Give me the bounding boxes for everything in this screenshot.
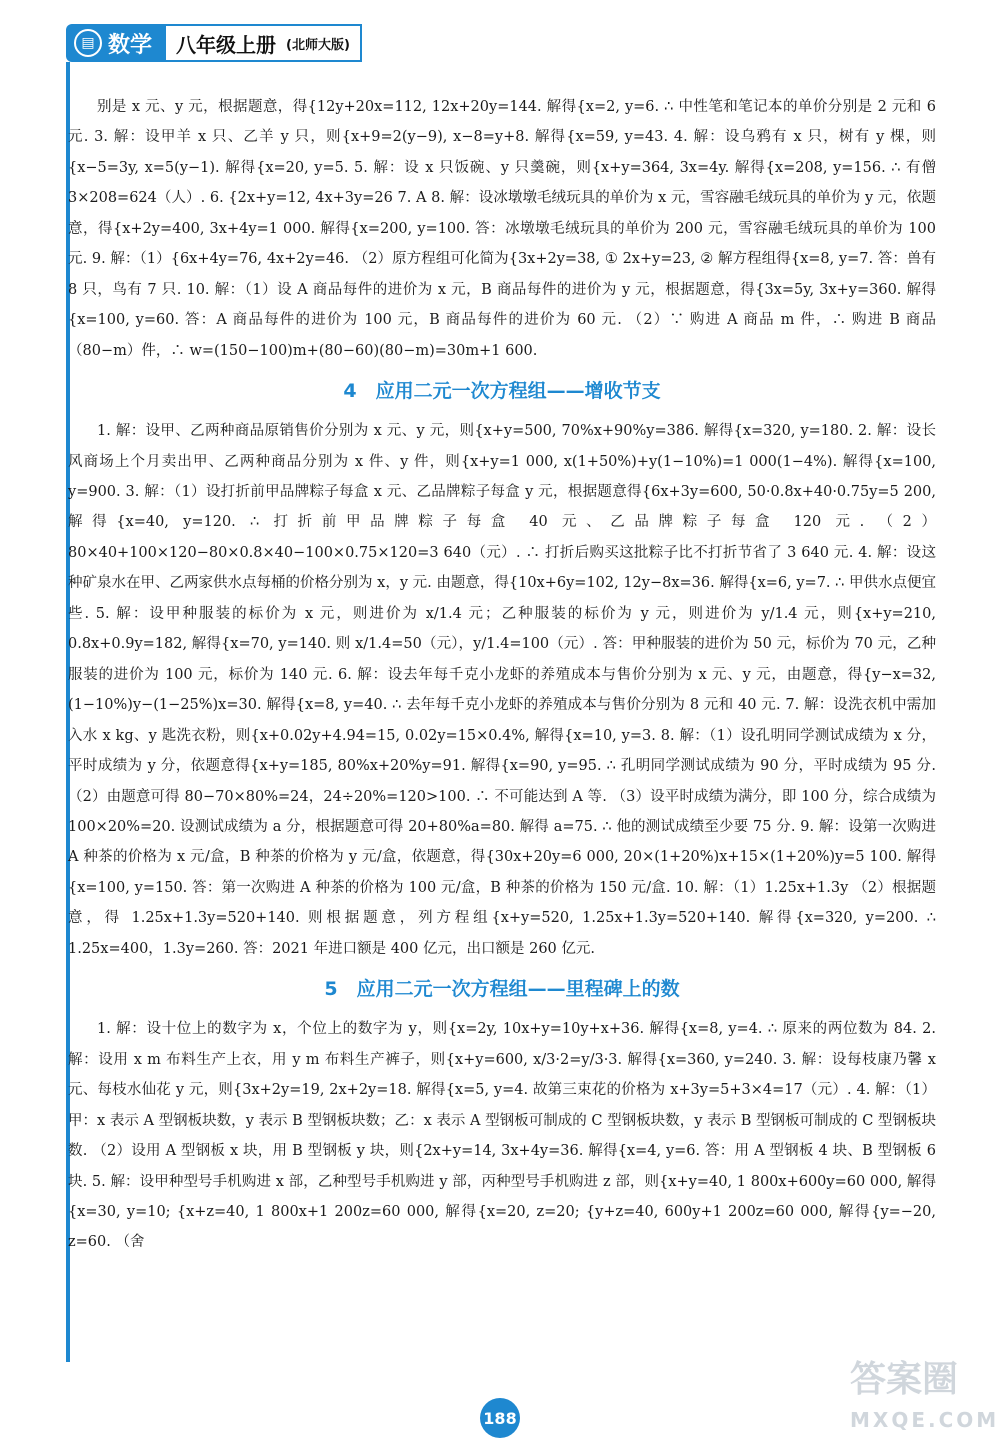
- subject-badge: [66, 24, 166, 62]
- subject-label: 数学: [108, 32, 153, 58]
- grade-label: 八年级上册: [176, 32, 277, 57]
- page-number: 188: [480, 1398, 520, 1438]
- answer-text-body: [68, 92, 936, 1258]
- book-icon: ▤: [74, 29, 102, 57]
- section-heading: 4 应用二元一次方程组——增收节支: [343, 380, 661, 403]
- answer-paragraph: 别是 x 元、y 元，根据题意，得{12y+20x=112, 12x+20y=144. 解得{x=2, y=6. ∴ 中性笔和笔记本的单价分别是 2 元和 6 元. 3. 解：设甲羊 x 只、乙羊 y 只，则{x+9=2(y−9), x−8=y+8. 解得{x=59, y=43. 4. 解：设乌鸦有 x 只，树有 y 棵，则{x−5=3y, x=5(y−1). 解得{x=20, y=5. 5. 解：设 x 只饭碗、y 只羹碗，则{x+y=364, 3x=4y. 解得{x=208, y=156. ∴ 有僧 3×208=624（人）. 6. {2x+y=12, 4x+3y=26 7. A 8. 解：设冰墩墩毛绒玩具的单价为 x 元，雪容融毛绒玩具的单价为 y 元，依题意，得{x+2y=400, 3x+4y=1 000. 解得{x=200, y=100. 答：冰墩墩毛绒玩具的单价为 200 元，雪容融毛绒玩具的单价为 100 元. 9. 解：（1）{6x+4y=76, 4x+2y=46. （2）原方程组可化简为{3x+2y=38, ① 2x+y=23, ② 解方程组得{x=8, y=7. 答：兽有 8 只，鸟有 7 只. 10. 解：（1）设 A 商品每件的进价为 x 元，B 商品每件的进价为 y 元，根据题意，得{3x=5y, 3x+y=360. 解得{x=100, y=60. 答：A 商品每件的进价为 100 元，B 商品每件的进价为 60 元. （2）∵ 购进 A 商品 m 件，∴ 购进 B 商品（80−m）件，∴ w=(150−100)m+(80−60)(80−m)=30m+1 600.: [68, 99, 936, 359]
- watermark-logo: [850, 1360, 999, 1440]
- section-heading: 5 应用二元一次方程组——里程碑上的数: [324, 978, 680, 1001]
- watermark-text: 答案圈: [850, 1359, 959, 1400]
- edition-label: (北师大版): [286, 37, 350, 53]
- grade-box: [166, 24, 362, 62]
- page-header: [66, 24, 362, 62]
- watermark-url: MXQE.COM: [850, 1408, 1000, 1432]
- answer-paragraph: 1. 解：设甲、乙两种商品原销售价分别为 x 元、y 元，则{x+y=500, 70%x+90%y=386. 解得{x=320, y=180. 2. 解：设长风商场上个月卖出甲、乙两种商品分别为 x 件、y 件，则{x+y=1 000, x(1+50%)+y(1−10%)=1 000(1−4%). 解得{x=100, y=900. 3. 解：（1）设打折前甲品牌粽子每盒 x 元、乙品牌粽子每盒 y 元，根据题意得{6x+3y=600, 50·0.8x+40·0.75y=5 200, 解得{x=40, y=120. ∴ 打折前甲品牌粽子每盒 40 元、乙品牌粽子每盒 120 元. （2）80×40+100×120−80×0.8×40−100×0.75×120=3 640（元）. ∴ 打折后购买这批粽子比不打折节省了 3 640 元. 4. 解：设这种矿泉水在甲、乙两家供水点每桶的价格分别为 x，y 元. 由题意，得{10x+6y=102, 12y−8x=36. 解得{x=6, y=7. ∴ 甲供水点便宜些. 5. 解：设甲种服装的标价为 x 元，则进价为 x/1.4 元；乙种服装的标价为 y 元，则进价为 y/1.4 元，则{x+y=210, 0.8x+0.9y=182, 解得{x=70, y=140. 则 x/1.4=50（元），y/1.4=100（元）. 答：甲种服装的进价为 50 元，标价为 70 元，乙种服装的进价为 100 元，标价为 140 元. 6. 解：设去年每千克小龙虾的养殖成本与售价分别为 x 元、y 元，由题意，得{y−x=32, (1−10%)y−(1−25%)x=30. 解得{x=8, y=40. ∴ 去年每千克小龙虾的养殖成本与售价分别为 8 元和 40 元. 7. 解：设洗衣机中需加入水 x kg、y 匙洗衣粉，则{x+0.02y+4.94=15, 0.02y=15×0.4%, 解得{x=10, y=3. 8. 解：（1）设孔明同学测试成绩为 x 分，平时成绩为 y 分，依题意得{x+y=185, 80%x+20%y=91. 解得{x=90, y=95. ∴ 孔明同学测试成绩为 90 分，平时成绩为 95 分. （2）由题意可得 80−70×80%=24，24÷20%=120>100. ∴ 不可能达到 A 等. （3）设平时成绩为满分，即 100 分，综合成绩为 100×20%=20. 设测试成绩为 a 分，根据题意可得 20+80%a=80. 解得 a=75. ∴ 他的测试成绩至少要 75 分. 9. 解：设第一次购进 A 种茶的价格为 x 元/盒，B 种茶的价格为 y 元/盒，依题意，得{30x+20y=6 000, 20×(1+20%)x+15×(1+20%)y=5 100. 解得{x=100, y=150. 答：第一次购进 A 种茶的价格为 100 元/盒，B 种茶的价格为 150 元/盒. 10. 解：（1）1.25x+1.3y （2）根据题意，得 1.25x+1.3y=520+140. 则根据题意，列方程组{x+y=520, 1.25x+1.3y=520+140. 解得{x=320, y=200. ∴ 1.25x=400，1.3y=260. 答：2021 年进口额是 400 亿元，出口额是 260 亿元.: [68, 423, 936, 957]
- answer-paragraph: 1. 解：设十位上的数字为 x，个位上的数字为 y，则{x=2y, 10x+y=10y+x+36. 解得{x=8, y=4. ∴ 原来的两位数为 84. 2. 解：设用 x m 布料生产上衣，用 y m 布料生产裤子，则{x+y=600, x/3·2=y/3·3. 解得{x=360, y=240. 3. 解：设每枝康乃馨 x 元、每枝水仙花 y 元，则{3x+2y=19, 2x+2y=18. 解得{x=5, y=4. 故第三束花的价格为 x+3y=5+3×4=17（元）. 4. 解：（1）甲：x 表示 A 型钢板块数，y 表示 B 型钢板块数；乙：x 表示 A 型钢板可制成的 C 型钢板块数，y 表示 B 型钢板可制成的 C 型钢板块数. （2）设用 A 型钢板 x 块，用 B 型钢板 y 块，则{2x+y=14, 3x+4y=36. 解得{x=4, y=6. 答：用 A 型钢板 4 块、B 型钢板 6 块. 5. 解：设甲种型号手机购进 x 部，乙种型号手机购进 y 部，丙种型号手机购进 z 部，则{x+y=40, 1 800x+600y=60 000, 解得{x=30, y=10; {x+z=40, 1 800x+1 200z=60 000, 解得{x=20, z=20; {y+z=40, 600y+1 200z=60 000, 解得{y=−20, z=60. （舍: [68, 1021, 936, 1251]
